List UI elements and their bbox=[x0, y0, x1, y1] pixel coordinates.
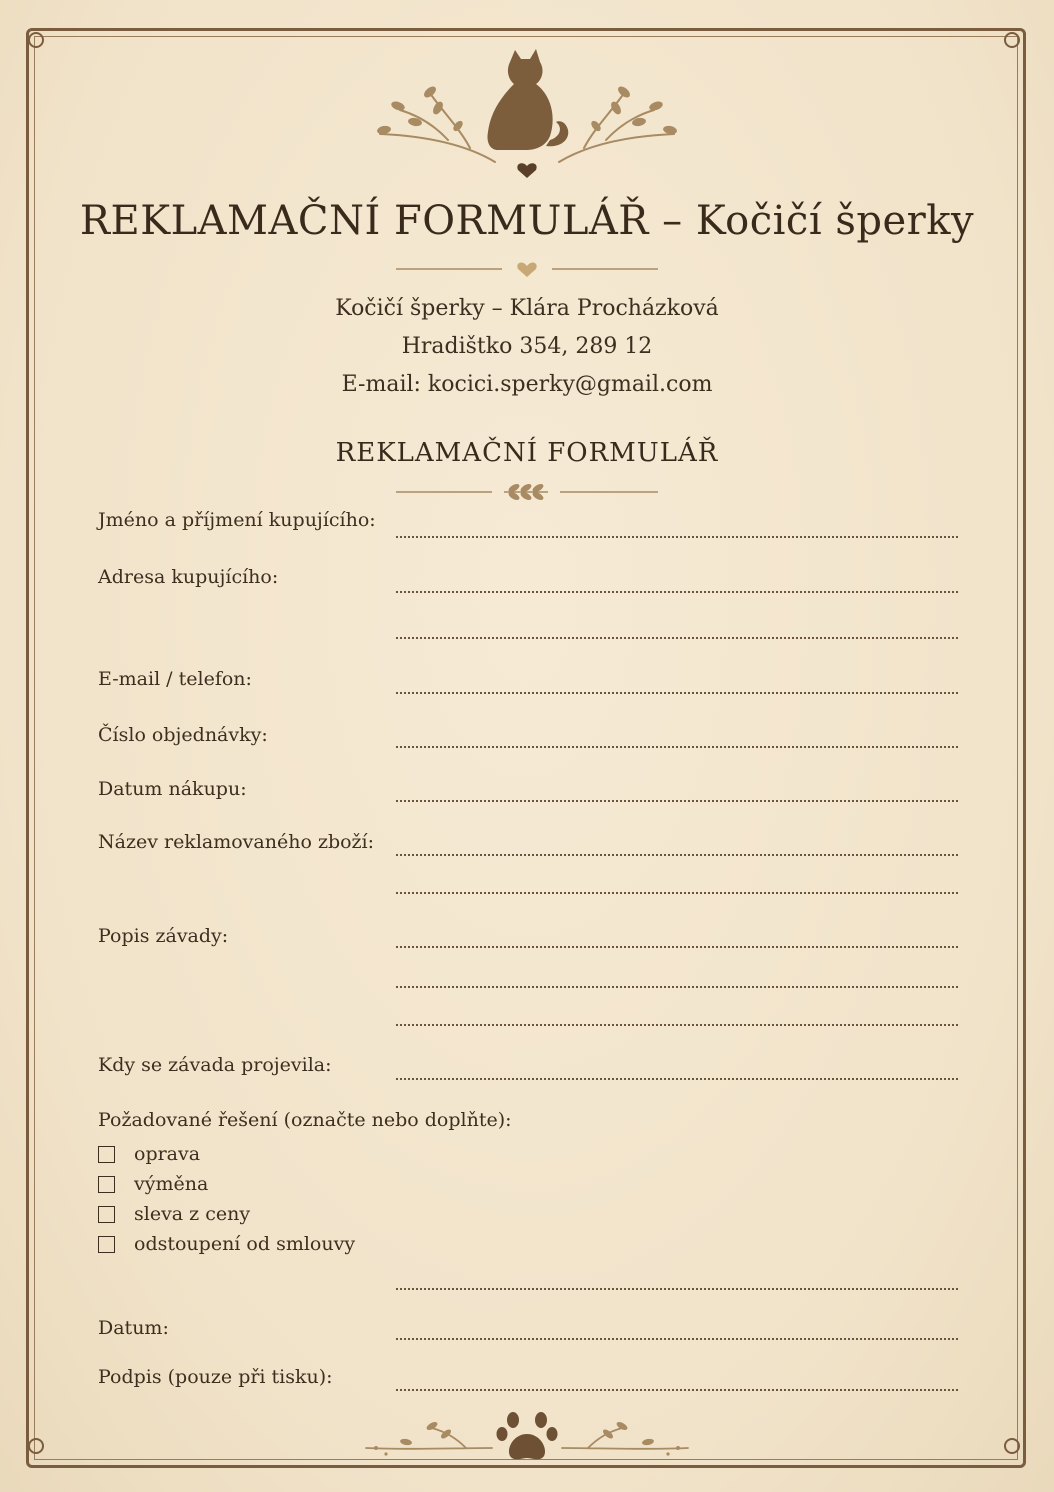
option-exchange[interactable] bbox=[98, 1172, 208, 1196]
option-label: odstoupení od smlouvy bbox=[134, 1233, 356, 1255]
option-label: sleva z ceny bbox=[134, 1203, 251, 1225]
option-label: oprava bbox=[134, 1143, 201, 1165]
buyer-name-label: Jméno a příjmení kupujícího: bbox=[98, 509, 376, 531]
product-name-field-2[interactable] bbox=[396, 892, 958, 894]
heart-icon bbox=[517, 163, 536, 178]
corner-ornament bbox=[28, 32, 44, 48]
page-title: REKLAMAČNÍ FORMULÁŘ – Kočičí šperky bbox=[79, 198, 975, 244]
form-subtitle: REKLAMAČNÍ FORMULÁŘ bbox=[335, 438, 719, 468]
purchase-date-field[interactable] bbox=[396, 800, 958, 802]
contact-field[interactable] bbox=[396, 692, 958, 694]
defect-date-label: Kdy se závada projevila: bbox=[98, 1054, 332, 1076]
corner-ornament bbox=[1004, 32, 1020, 48]
date-field[interactable] bbox=[396, 1338, 958, 1340]
defect-date-field[interactable] bbox=[396, 1078, 958, 1080]
defect-description-field-2[interactable] bbox=[396, 986, 958, 988]
option-withdrawal[interactable] bbox=[98, 1232, 355, 1256]
order-number-field[interactable] bbox=[396, 746, 958, 748]
cat-icon bbox=[370, 44, 684, 184]
defect-description-field-3[interactable] bbox=[396, 1024, 958, 1026]
checkbox[interactable] bbox=[98, 1236, 115, 1253]
buyer-name-field[interactable] bbox=[396, 536, 958, 538]
checkbox[interactable] bbox=[98, 1206, 115, 1223]
defect-description-label: Popis závady: bbox=[98, 925, 229, 947]
product-name-label: Název reklamovaného zboží: bbox=[98, 831, 375, 853]
seller-email: E-mail: kocici.sperky@gmail.com bbox=[341, 372, 713, 397]
other-resolution-field[interactable] bbox=[396, 1288, 958, 1290]
heart-divider-icon bbox=[396, 258, 658, 280]
corner-ornament bbox=[28, 1438, 44, 1454]
buyer-address-field-2[interactable] bbox=[396, 637, 958, 639]
resolution-label: Požadované řešení (označte nebo doplňte): bbox=[98, 1109, 512, 1131]
signature-field[interactable] bbox=[396, 1389, 958, 1391]
defect-description-field[interactable] bbox=[396, 946, 958, 948]
contact-label: E-mail / telefon: bbox=[98, 668, 252, 690]
corner-ornament bbox=[1004, 1438, 1020, 1454]
signature-label: Podpis (pouze při tisku): bbox=[98, 1366, 333, 1388]
seller-address: Hradištko 354, 289 12 bbox=[401, 334, 653, 359]
date-label: Datum: bbox=[98, 1317, 169, 1339]
option-discount[interactable] bbox=[98, 1202, 250, 1226]
paw-icon bbox=[356, 1404, 698, 1476]
option-repair[interactable] bbox=[98, 1142, 200, 1166]
order-number-label: Číslo objednávky: bbox=[98, 724, 268, 746]
buyer-address-field[interactable] bbox=[396, 591, 958, 593]
option-label: výměna bbox=[134, 1173, 209, 1195]
leaf-branch-icon bbox=[396, 481, 658, 503]
checkbox[interactable] bbox=[98, 1146, 115, 1163]
purchase-date-label: Datum nákupu: bbox=[98, 778, 247, 800]
buyer-address-label: Adresa kupujícího: bbox=[98, 566, 279, 588]
checkbox[interactable] bbox=[98, 1176, 115, 1193]
product-name-field[interactable] bbox=[396, 854, 958, 856]
seller-name: Kočičí šperky – Klára Procházková bbox=[335, 296, 719, 321]
